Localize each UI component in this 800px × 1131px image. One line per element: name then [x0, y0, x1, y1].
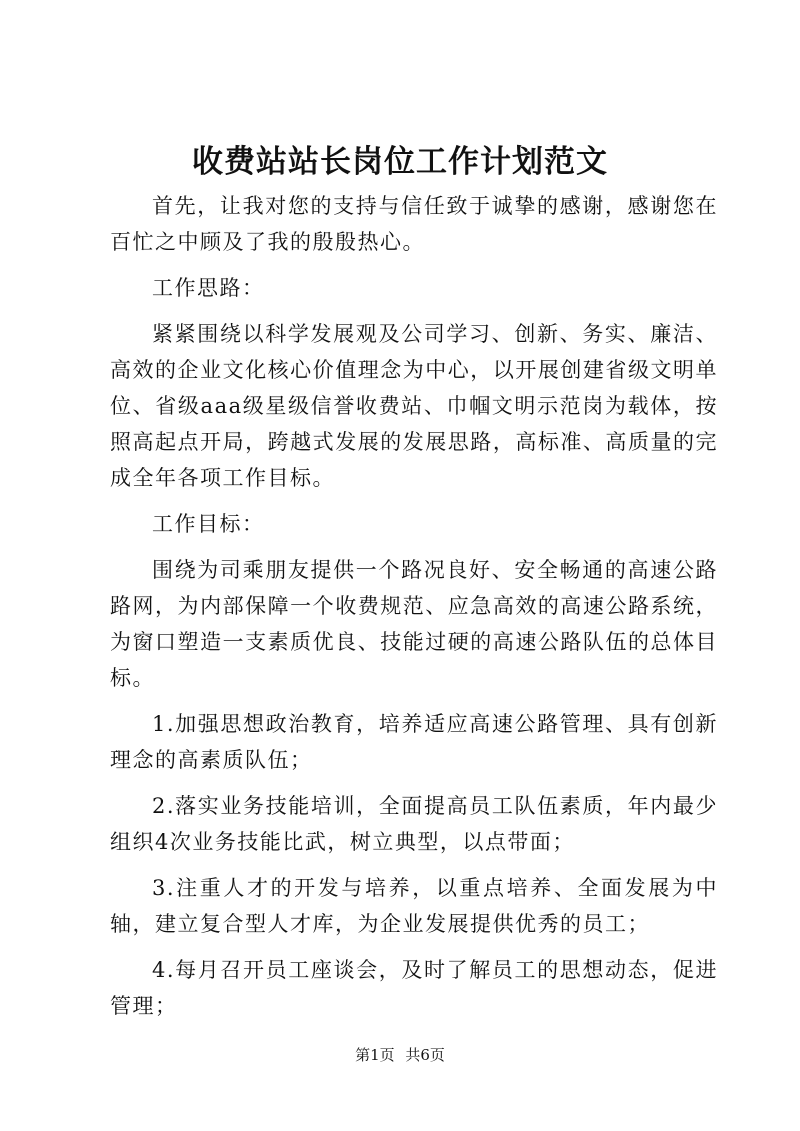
heading-work-goals: 工作目标： [152, 512, 265, 536]
document-title: 收费站站长岗位工作计划范文 [192, 144, 608, 180]
page-total: 共6页 [405, 1046, 445, 1064]
page-number: 第1页 [355, 1046, 395, 1064]
paragraph-work-approach: 紧紧围绕以科学发展观及公司学习、创新、务实、廉洁、高效的企业文化核心价值理念为中心，以开展创建省级文明单位、省级aaa级星级信誉收费站、巾帼文明示范岗为载体，按照高起点开局，跨越式发展的发展思路，高标准、高质量的完成全年各项工作目标。 [110, 322, 718, 490]
document-body [110, 188, 718, 1034]
page-footer [0, 1045, 800, 1065]
list-item-2: 2.落实业务技能培训，全面提高员工队伍素质，年内最少组织4次业务技能比武，树立典型，以点带面； [110, 794, 718, 854]
paragraph-intro: 首先，让我对您的支持与信任致于诚挚的感谢，感谢您在百忙之中顾及了我的殷殷热心。 [110, 194, 718, 254]
list-item-4: 4.每月召开员工座谈会，及时了解员工的思想动态，促进管理； [110, 958, 718, 1018]
heading-work-approach: 工作思路： [152, 276, 265, 300]
list-item-1: 1.加强思想政治教育，培养适应高速公路管理、具有创新理念的高素质队伍； [110, 712, 718, 772]
paragraph-work-goals: 围绕为司乘朋友提供一个路况良好、安全畅通的高速公路路网，为内部保障一个收费规范、应急高效的高速公路系统，为窗口塑造一支素质优良、技能过硬的高速公路队伍的总体目标。 [110, 558, 718, 690]
list-item-3: 3.注重人才的开发与培养，以重点培养、全面发展为中轴，建立复合型人才库，为企业发展提供优秀的员工； [110, 876, 718, 936]
